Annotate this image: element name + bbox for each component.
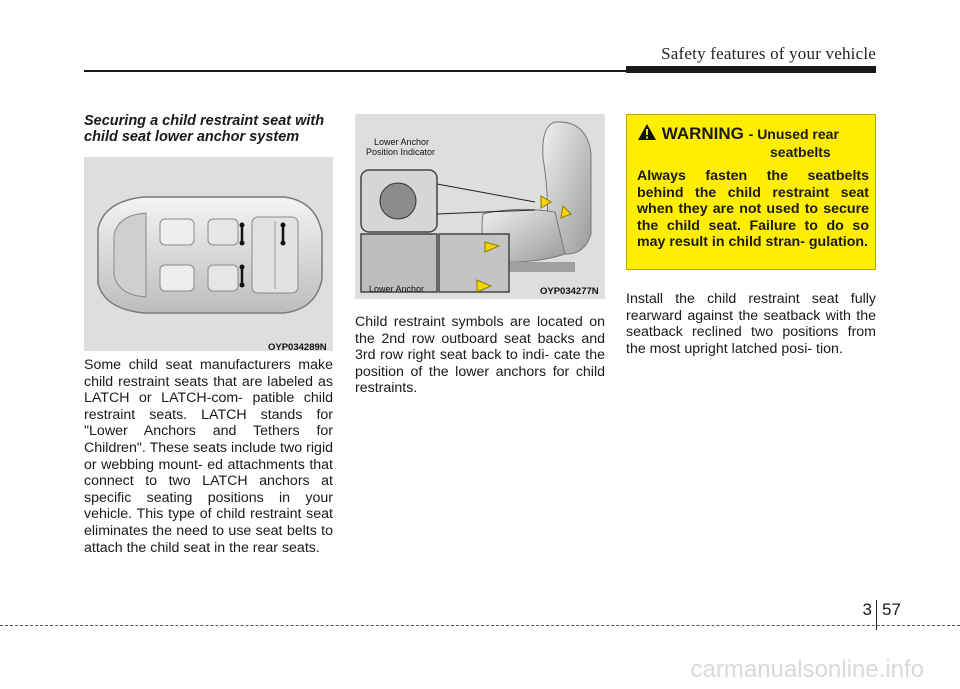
warning-subtitle-line1: - Unused rear bbox=[748, 126, 839, 142]
chapter-number: 3 bbox=[862, 600, 872, 619]
warning-box bbox=[626, 114, 876, 270]
footer-rule bbox=[0, 625, 960, 626]
warning-subtitle-line2: seatbelts bbox=[770, 144, 831, 160]
warning-body: Always fasten the seatbelts behind the child restraint seat when they are not used to secure the child seat. Failure to do so may result in child stran- gulation. bbox=[637, 168, 869, 251]
warning-title: WARNING bbox=[661, 124, 744, 143]
figure-code-left: OYP034289N bbox=[268, 342, 327, 353]
warning-header bbox=[637, 123, 869, 160]
page-number: 57 bbox=[882, 600, 901, 619]
vehicle-top-view-illustration bbox=[84, 157, 333, 351]
subheading: Securing a child restraint seat with child seat lower anchor system bbox=[84, 113, 325, 145]
vehicle-top-view-figure bbox=[84, 157, 333, 351]
watermark: carmanualsonline.info bbox=[690, 656, 924, 683]
warning-triangle-icon bbox=[637, 123, 657, 141]
header-tab-bar bbox=[626, 66, 876, 73]
left-paragraph: Some child seat manufacturers make child restraint seats that are labeled as LATCH or LATCH-com- patible child restraint seats. LATCH stands for "Lower Anchors and Tethers for Children". These seats include two rigid or webbing mount- ed attachments that connect to two LATCH anchors at specific seating positions in your vehicle. This type of child restraint seat eliminates the need to use seat belts to attach the child seat in the rear seats. bbox=[84, 357, 333, 556]
callout-indicator-line2: Position Indicator bbox=[366, 147, 436, 157]
footer-divider bbox=[876, 600, 877, 630]
section-title: Safety features of your vehicle bbox=[661, 44, 876, 63]
figure-code-middle: OYP034277N bbox=[540, 286, 599, 297]
callout-lower-anchor: Lower Anchor bbox=[369, 284, 425, 294]
callout-indicator-line1: Lower Anchor bbox=[374, 137, 430, 147]
middle-paragraph: Child restraint symbols are located on the 2nd row outboard seat backs and 3rd row right seat back to indi- cate the position of the lower anchors for child restraints. bbox=[355, 314, 605, 397]
right-paragraph: Install the child restraint seat fully rearward against the seatback with the seatback reclined two positions from the most upright latched posi- tion. bbox=[626, 291, 876, 357]
